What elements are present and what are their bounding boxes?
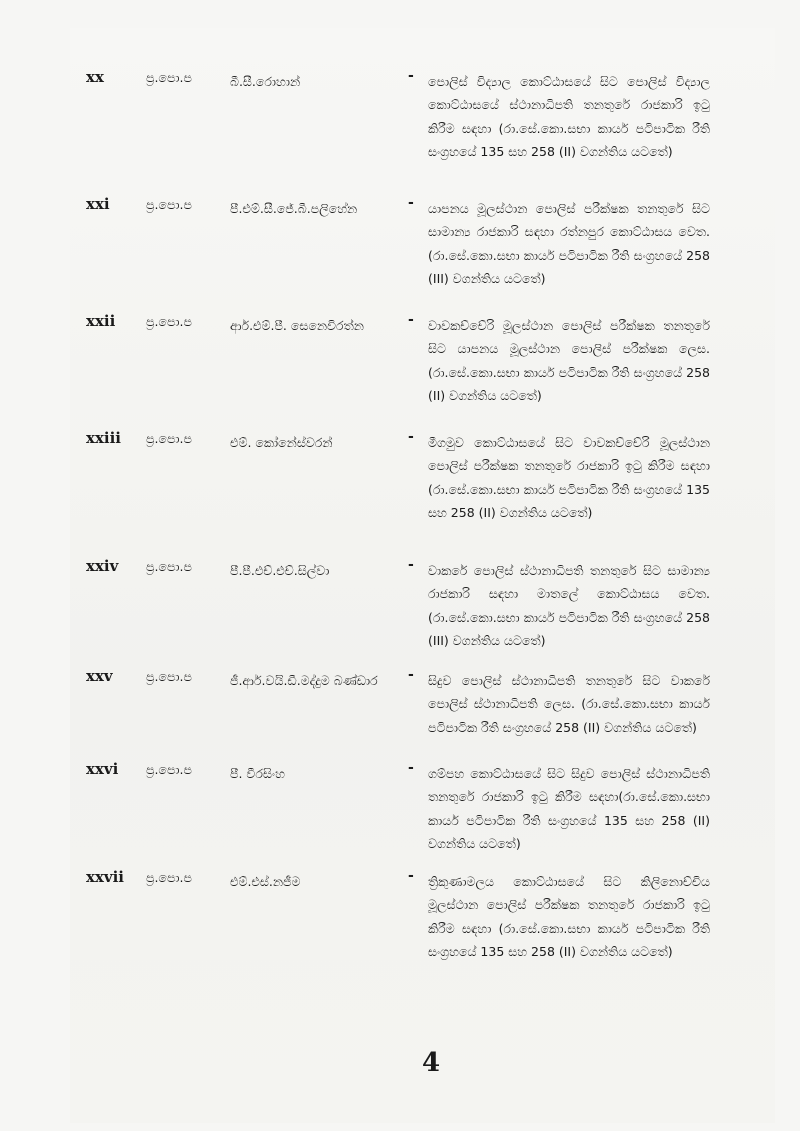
officer-rank: ප්‍ර.පො.ප [146,762,192,777]
officer-rank: ප්‍ර.පො.ප [146,431,192,446]
item-number: xxiii [86,429,121,447]
transfer-description: වාවකච්චේරි මූලස්ථාන පොලිස් පරීක්ෂක තනතුරේ සිට යාපනය මූලස්ථාන පොලිස් පරීක්ෂක ලෙස. (රා.සේ.කො.සභා කාර්ය පටිපාටික රීති සංග්‍රහයේ 258 (II) වගන්තිය යටතේ) [428,318,710,404]
transfer-description: ගම්පහ කොට්ඨාසයේ සිට සිදුව පොලිස් ස්ථානාධිපති තනතුරේ රාජකාරි ඉටු කිරීම සඳහා(රා.සේ.කො.සභා කාර්ය පටිපාටික රීති සංග්‍රහයේ 135 සහ 258 (II) වගන්තිය යටතේ) [428,766,710,852]
officer-name: එම්.එස්.නජීම [230,874,301,889]
transfer-description: පොලිස් විද්‍යාල කොට්ඨාසයේ සිට පොලිස් විද්‍යාල කොට්ඨාසයේ ස්ථානාධිපති තනතුරේ රාජකාරි ඉටු කිරීම සඳහා (රා.සේ.කො.සභා කාර්ය පටිපාටික රීති සංග්‍රහයේ 135 සහ 258 (II) වගන්තිය යටතේ) [428,74,710,160]
officer-rank: ප්‍ර.පො.ප [146,559,192,574]
item-number: xxi [86,195,110,213]
separator-dash: - [408,760,414,776]
separator-dash: - [408,68,414,84]
separator-dash: - [408,667,414,683]
item-number: xxii [86,312,116,330]
officer-name: පී. වීරසිංහ [230,766,285,781]
separator-dash: - [408,195,414,211]
officer-rank: ප්‍ර.පො.ප [146,669,192,684]
officer-rank: ප්‍ර.පො.ප [146,870,192,885]
separator-dash: - [408,312,414,328]
officer-name: බී.සී.රොහාන් [230,74,301,89]
transfer-description: වාකරේ පොලිස් ස්ථානාධිපති තනතුරේ සිට සාමාන්‍ය රාජකාරි සඳහා මාතලේ කොට්ඨාසය වෙත. (රා.සේ.කො.සභා කාර්ය පටිපාටික රීති සංග්‍රහයේ 258 (III) වගන්තිය යටතේ) [428,563,710,649]
item-number: xx [86,68,104,86]
officer-name: පී.එම්.සී.ජේ.බී.පලිහේන [230,201,358,216]
item-number: xxvii [86,868,124,886]
separator-dash: - [408,429,414,445]
officer-name: ආර්.එම්.පී. සෙනෙවිරත්න [230,318,364,333]
transfer-description: ත්‍රිකුණාමලය කොට්ඨාසයේ සිට කිලිනොච්චිය මූලස්ථාන පොලිස් පරීක්ෂක තනතුරේ රාජකාරි ඉටු කිරීම සඳහා (රා.සේ.කො.සභා කාර්ය පටිපාටික රීති සංග්‍රහයේ 135 සහ 258 (II) වගන්තිය යටතේ) [428,874,710,960]
separator-dash: - [408,557,414,573]
page-number: 4 [422,1048,441,1078]
item-number: xxv [86,667,113,685]
transfer-description: සිදුව පොලිස් ස්ථානාධිපති තනතුරේ සිට වාකරේ පොලිස් ස්ථානාධිපති ලෙස. (රා.සේ.කො.සභා කාර්ය පටිපාටික රීති සංග්‍රහයේ 258 (II) වගන්තිය යටතේ) [428,673,710,735]
officer-name: පී.පී.එච්.එච්.සිල්වා [230,563,330,578]
transfer-description: යාපනය මූලස්ථාන පොලිස් පරීක්ෂක තනතුරේ සිට සාමාන්‍ය රාජකාරි සඳහා රත්නපුර කොට්ඨාසය වෙත. (රා.සේ.කො.සභා කාර්ය පටිපාටික රීති සංග්‍රහයේ 258 (III) වගන්තිය යටතේ) [428,201,710,287]
officer-rank: ප්‍ර.පො.ප [146,197,192,212]
separator-dash: - [408,868,414,884]
transfer-description: මීගමුව කොට්ඨාසයේ සිට වාවකච්චේරි මූලස්ථාන පොලිස් පරීක්ෂක තනතුරේ රාජකාරි ඉටු කිරීම සඳහා (රා.සේ.කො.සභා කාර්ය පටිපාටික රීති සංග්‍රහයේ 135 සහ 258 (II) වගන්තිය යටතේ) [428,435,710,521]
item-number: xxvi [86,760,119,778]
officer-name: ජී.ආර්.වයි.ඩී.මද්දුම බණ්ඩාර [230,673,378,688]
item-number: xxiv [86,557,119,575]
officer-rank: ප්‍ර.පො.ප [146,314,192,329]
officer-rank: ප්‍ර.පො.ප [146,70,192,85]
officer-name: එම්. කෝනේස්වරන් [230,435,333,450]
